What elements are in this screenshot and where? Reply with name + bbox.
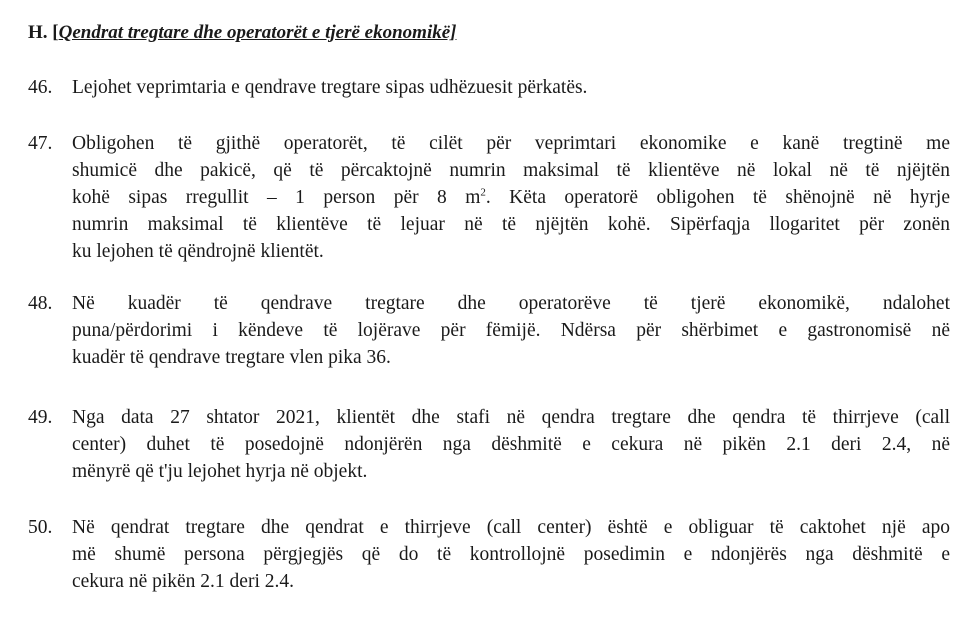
item-line: puna/përdorimi i këndeve të lojërave për fëmijë. Ndërsa për shërbimet e gastronomisë në bbox=[72, 320, 950, 341]
item-line: ku lejohen të qëndrojnë klientët. bbox=[72, 241, 324, 262]
item-line: cekura në pikën 2.1 deri 2.4. bbox=[72, 571, 295, 592]
item-line: Lejohet veprimtaria e qendrave tregtare sipas udhëzuesit përkatës. bbox=[72, 77, 588, 98]
item-number: 48. bbox=[28, 293, 53, 314]
item-number: 50. bbox=[28, 517, 53, 538]
superscript: 2 bbox=[480, 186, 486, 199]
list-item-48 bbox=[28, 290, 950, 371]
item-line: numrin maksimal të klientëve të lejuar në të njëjtën kohë. Sipërfaqja llogaritet për zonën bbox=[72, 214, 950, 235]
section-title: Qendrat tregtare dhe operatorët e tjerë ekonomikë] bbox=[58, 22, 457, 43]
item-number: 47. bbox=[28, 133, 53, 154]
section-prefix: H. [ bbox=[28, 22, 59, 43]
list-item-49 bbox=[28, 404, 950, 485]
item-line: center) duhet të posedojnë ndonjërën nga dëshmitë e cekura në pikën 2.1 deri 2.4, në bbox=[72, 434, 950, 455]
item-number: 46. bbox=[28, 77, 53, 98]
section-heading bbox=[28, 22, 457, 44]
item-line: shumicë dhe pakicë, që të përcaktojnë numrin maksimal të klientëve në lokal në të njëjtën bbox=[72, 160, 950, 181]
item-line: Në qendrat tregtare dhe qendrat e thirrjeve (call center) është e obliguar të caktohet një apo bbox=[72, 517, 950, 538]
item-line: më shumë persona përgjegjës që do të kontrollojnë posedimin e ndonjërës nga dëshmitë e bbox=[72, 544, 950, 565]
item-line bbox=[72, 184, 950, 211]
list-item-47 bbox=[28, 130, 950, 265]
list-item-46 bbox=[28, 74, 950, 101]
item-line: mënyrë që t'ju lejohet hyrja në objekt. bbox=[72, 461, 368, 482]
item-line-part: kohë sipas rregullit – 1 person për 8 m bbox=[72, 187, 481, 208]
item-line-part: . Këta operatorë obligohen të shënojnë në hyrje bbox=[485, 187, 950, 208]
item-line: Obligohen të gjithë operatorët, të cilët për veprimtari ekonomike e kanë tregtinë me bbox=[72, 133, 950, 154]
item-line: kuadër të qendrave tregtare vlen pika 36. bbox=[72, 347, 391, 368]
item-line: Në kuadër të qendrave tregtare dhe operatorëve të tjerë ekonomikë, ndalohet bbox=[72, 293, 950, 314]
list-item-50 bbox=[28, 514, 950, 595]
item-number: 49. bbox=[28, 407, 53, 428]
item-line: Nga data 27 shtator 2021, klientët dhe stafi në qendra tregtare dhe qendra të thirrjeve (call bbox=[72, 407, 950, 428]
